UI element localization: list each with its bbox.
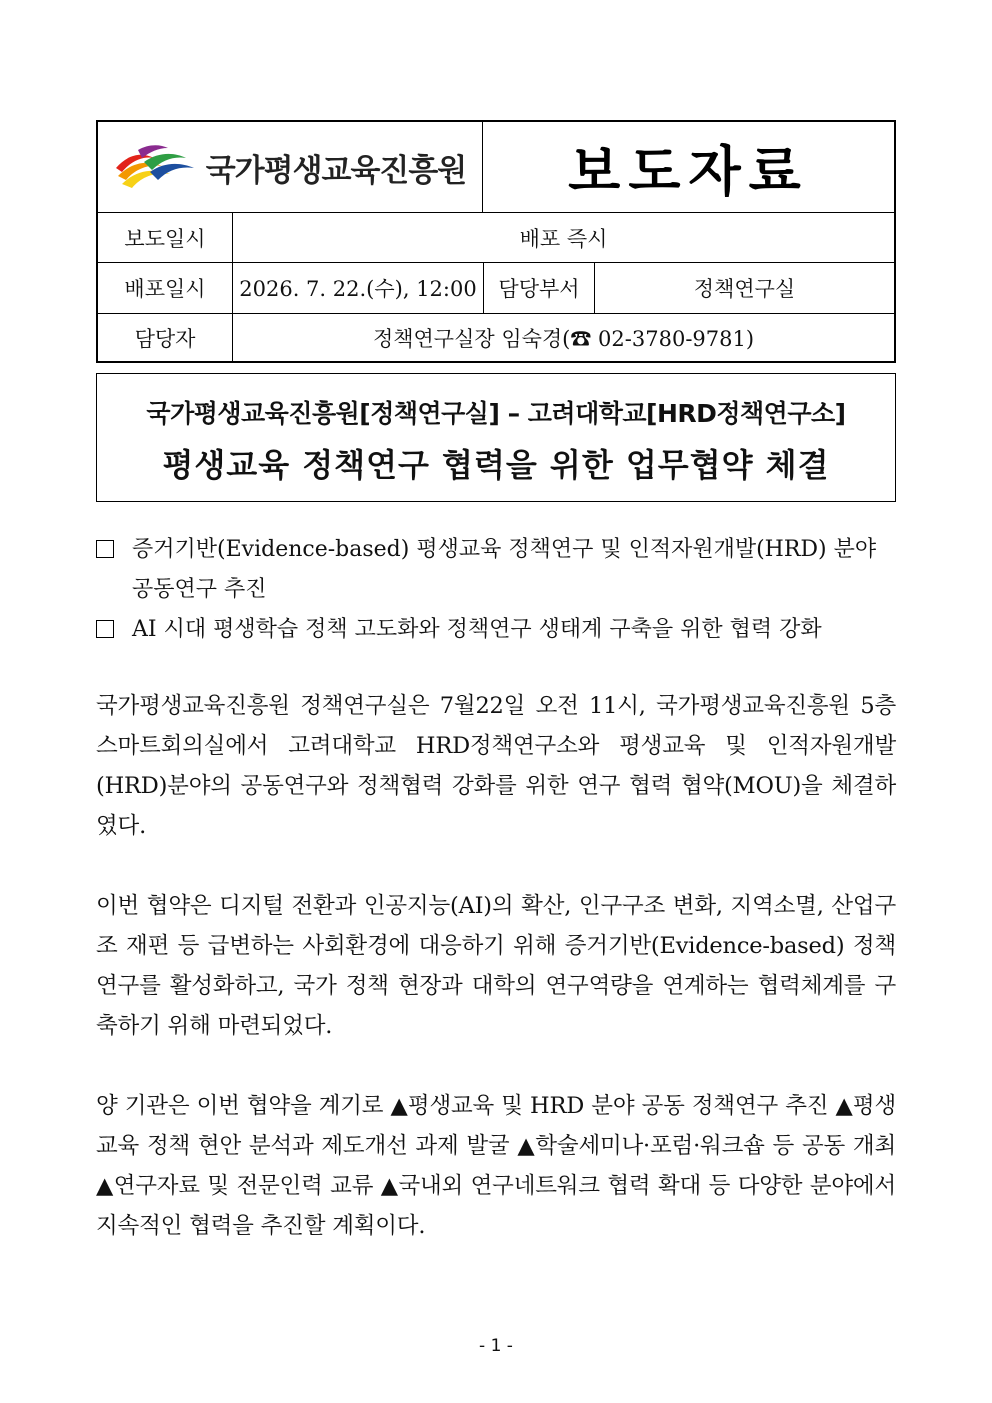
headline-subtitle: 국가평생교육진흥원[정책연구실] – 고려대학교[HRD정책연구소]	[146, 399, 846, 428]
page-number: - 1 -	[479, 1336, 513, 1356]
headline-box	[96, 373, 896, 502]
release-date-row	[98, 213, 894, 263]
summary-bullet	[96, 530, 896, 610]
body-paragraph: 이번 협약은 디지털 전환과 인공지능(AI)의 확산, 인구구조 변화, 지역소멸, 산업구조 재편 등 급변하는 사회환경에 대응하기 위해 증거기반(Evidence-based) 정책연구를 활성화하고, 국가 정책 현장과 대학의 연구역량을 연계하는 협력체계를 구축하기 위해 마련되었다.	[96, 893, 896, 1039]
press-release-title: 보도자료	[568, 139, 809, 203]
press-release-title-cell	[482, 122, 894, 212]
distribution-row	[98, 263, 894, 314]
contact-label: 담당자	[134, 326, 196, 351]
distribution-date-value: 2026. 7. 22.(수), 12:00	[232, 263, 483, 313]
department-label: 담당부서	[483, 263, 594, 313]
summary-bullet-text: 증거기반(Evidence-based) 평생교육 정책연구 및 인적자원개발(HRD) 분야 공동연구 추진	[132, 537, 877, 602]
press-release-header-table	[96, 120, 896, 363]
department-value: 정책연구실	[594, 263, 894, 313]
body-paragraph: 국가평생교육진흥원 정책연구실은 7월22일 오전 11시, 국가평생교육진흥원 5층 스마트회의실에서 고려대학교 HRD정책연구소와 평생교육 및 인적자원개발(HRD)분야의 공동연구와 정책협력 강화를 위한 연구 협력 협약(MOU)을 체결하였다.	[96, 693, 896, 839]
org-logo	[114, 144, 467, 190]
body-paragraph: 양 기관은 이번 협약을 계기로 ▲평생교육 및 HRD 분야 공동 정책연구 추진 ▲평생교육 정책 현안 분석과 제도개선 과제 발굴 ▲학술세미나·포럼·워크숍 등 공동 개최 ▲연구자료 및 전문인력 교류 ▲국내외 연구네트워크 협력 확대 등 다양한 분야에서 지속적인 협력을 추진할 계획이다.	[96, 1093, 896, 1239]
nile-logo-icon	[114, 144, 196, 190]
summary-bullet	[96, 610, 896, 650]
contact-row	[98, 314, 894, 361]
logo-cell	[98, 122, 482, 212]
checkbox-square-icon	[96, 540, 114, 558]
release-date-label: 보도일시	[124, 226, 206, 251]
contact-value: 정책연구실장 임숙경(☎ 02-3780-9781)	[232, 314, 894, 361]
checkbox-square-icon	[96, 620, 114, 638]
header-title-row	[98, 122, 894, 213]
headline-title: 평생교육 정책연구 협력을 위한 업무협약 체결	[162, 446, 830, 484]
summary-bullets	[96, 530, 896, 650]
org-name: 국가평생교육진흥원	[205, 152, 467, 189]
summary-bullet-text: AI 시대 평생학습 정책 고도화와 정책연구 생태계 구축을 위한 협력 강화	[132, 617, 822, 642]
distribution-date-label: 배포일시	[124, 277, 206, 301]
release-date-value: 배포 즉시	[232, 213, 894, 262]
